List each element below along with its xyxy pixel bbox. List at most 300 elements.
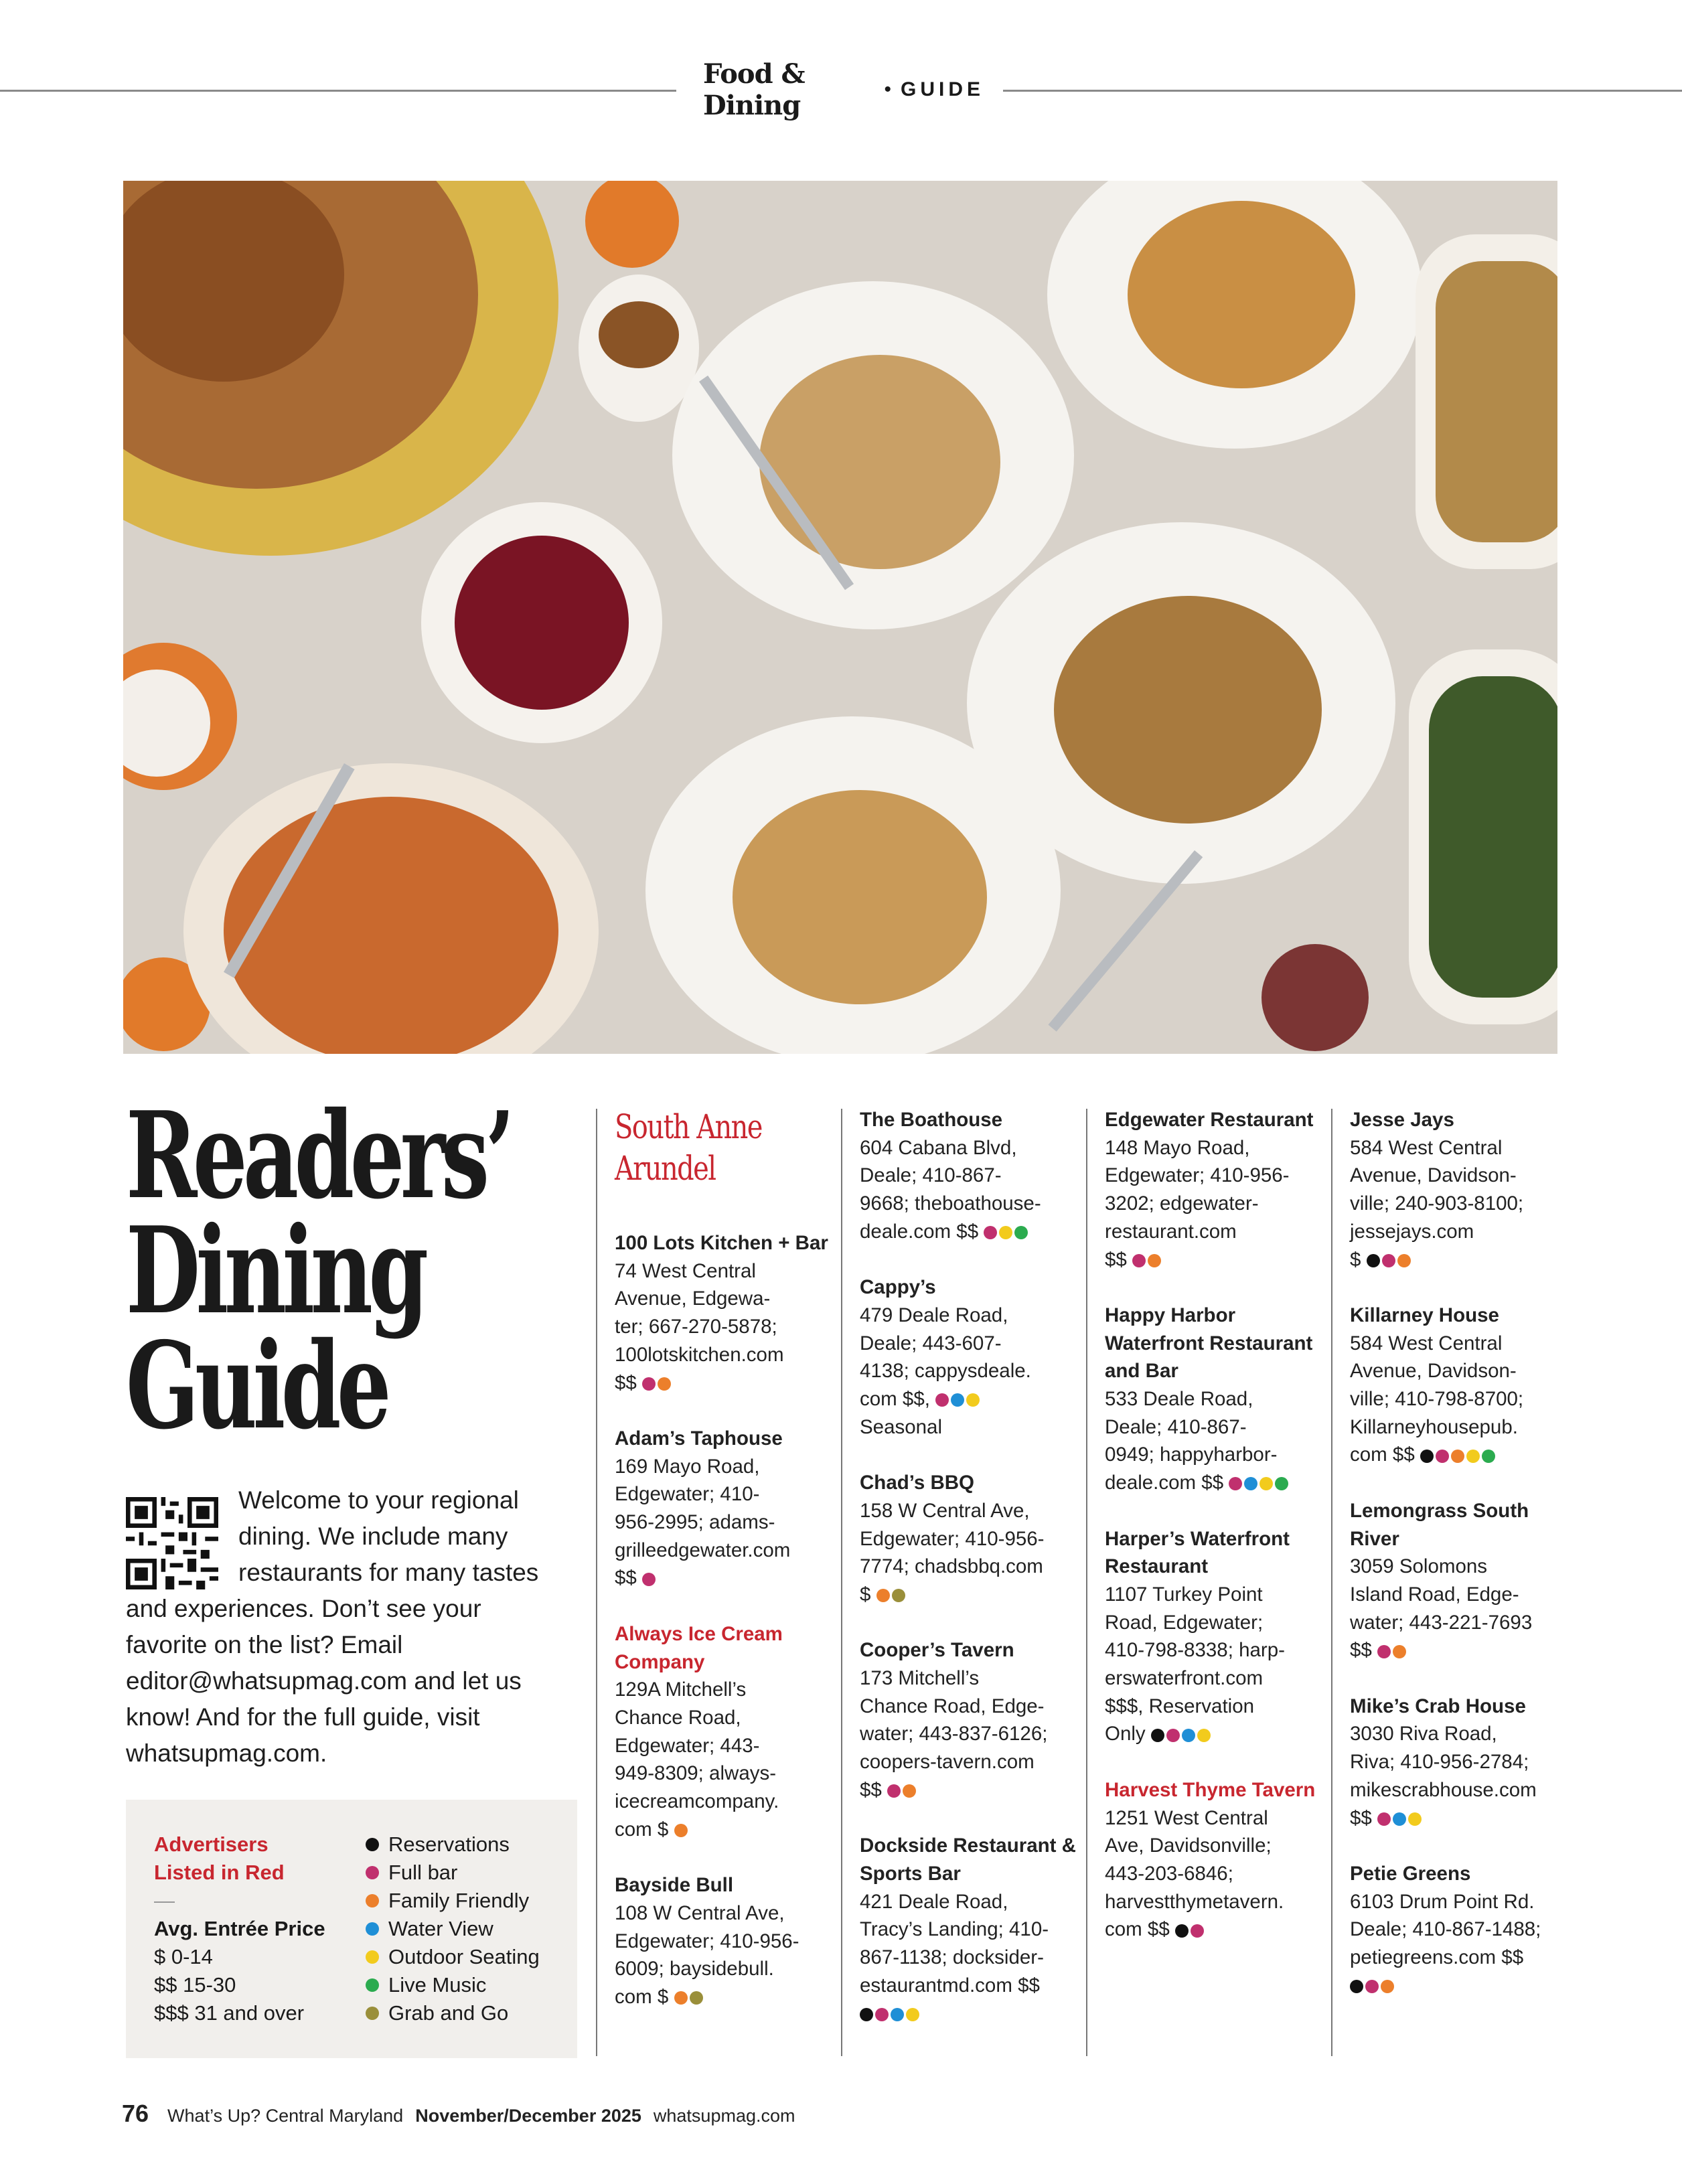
restaurant-listing xyxy=(1350,1860,1574,2000)
price-tier: $$ 15-30 xyxy=(154,1973,236,1997)
listing-detail-line xyxy=(615,1704,838,1732)
price-tier: $ 0-14 xyxy=(154,1945,213,1968)
amenity-dot-icon xyxy=(1408,1812,1422,1826)
listing-detail-line xyxy=(860,1302,1083,1330)
listing-detail-text: $$$, Reservation xyxy=(1105,1695,1255,1717)
legend-dot-icon xyxy=(366,1838,379,1851)
listing-detail-text: 129A Mitchell’s xyxy=(615,1679,747,1701)
restaurant-name: Mike’s Crab House xyxy=(1350,1695,1526,1717)
legend-dot-icon xyxy=(366,1866,379,1879)
listing-detail-line xyxy=(1105,1581,1328,1609)
legend-box xyxy=(126,1800,577,2058)
listing-detail-line xyxy=(615,1341,838,1369)
amenity-dot-icon xyxy=(1482,1450,1495,1463)
amenity-dot-icon xyxy=(1420,1450,1434,1463)
listing-detail-line xyxy=(860,1190,1083,1218)
title-line-2: Dining xyxy=(126,1200,425,1340)
amenity-dots xyxy=(1146,1723,1213,1745)
amenity-dot-icon xyxy=(674,1991,688,2005)
listing-detail-text: Deale; 443-607- xyxy=(860,1332,1002,1354)
listing-detail-text: 6009; baysidebull. xyxy=(615,1958,774,1980)
header-rule-left xyxy=(0,90,676,92)
listing-detail-text: 533 Deale Road, xyxy=(1105,1388,1253,1411)
legend-key-label: Family Friendly xyxy=(388,1889,530,1912)
price-heading: Avg. Entrée Price xyxy=(154,1917,325,1940)
page-title xyxy=(126,1085,511,1456)
legend-dot-icon xyxy=(366,1950,379,1964)
amenity-dot-icon xyxy=(1151,1729,1164,1742)
legend-key xyxy=(366,1943,540,1971)
listing-detail-text: Deale; 410-867-1488; xyxy=(1350,1918,1541,1941)
listing-detail-line xyxy=(1105,1190,1328,1218)
listing-detail-text: 956-2995; adams- xyxy=(615,1511,775,1534)
listing-detail-line xyxy=(860,1134,1083,1162)
listing-detail-line xyxy=(860,1944,1083,1972)
listing-detail-text: 6103 Drum Point Rd. xyxy=(1350,1890,1535,1913)
restaurant-name: Harvest Thyme Tavern xyxy=(1105,1778,1316,1801)
header-separator: • xyxy=(884,78,891,100)
restaurant-listing xyxy=(860,1469,1083,1609)
listing-detail-line xyxy=(615,1760,838,1788)
amenity-dot-icon xyxy=(1367,1254,1380,1267)
listing-detail-text: icecreamcompany. xyxy=(615,1790,779,1813)
listing-detail-text: 3059 Solomons xyxy=(1350,1555,1488,1578)
listing-detail-line xyxy=(1105,1413,1328,1441)
legend-key-label: Grab and Go xyxy=(388,2001,509,2025)
amenity-dots xyxy=(1223,1472,1290,1494)
restaurant-name: Chad’s BBQ xyxy=(860,1472,975,1494)
amenity-dots xyxy=(668,1986,704,2008)
amenity-dot-icon xyxy=(887,1784,901,1798)
amenity-dot-icon xyxy=(876,1589,890,1602)
listing-detail-text: Avenue, Davidson- xyxy=(1350,1164,1517,1187)
legend-dot-icon xyxy=(366,1922,379,1936)
amenity-dot-icon xyxy=(1436,1450,1449,1463)
listing-detail-line xyxy=(1350,1330,1574,1358)
listing-detail-line xyxy=(860,1776,1083,1804)
restaurant-name: Cappy’s xyxy=(860,1276,936,1299)
listing-detail-text: deale.com $$ xyxy=(860,1220,979,1243)
listing-detail-text: Edgewater; 410-956- xyxy=(860,1527,1045,1550)
listing-detail-line xyxy=(860,1664,1083,1693)
hero-photo xyxy=(123,181,1557,1054)
listing-detail-line xyxy=(1105,1218,1328,1246)
listing-column-1 xyxy=(615,1106,838,2039)
listing-detail-line xyxy=(860,1693,1083,1721)
section-name: Food & Dining xyxy=(703,58,805,121)
listing-detail-text: Killarneyhousepub. xyxy=(1350,1415,1518,1438)
listing-detail-text: 0949; happyharbor- xyxy=(1105,1444,1278,1466)
region-line-1: South Anne xyxy=(615,1107,762,1146)
legend-key xyxy=(366,1915,540,1943)
listing-detail-text: 443-203-6846; xyxy=(1105,1862,1233,1885)
restaurant-listing xyxy=(1105,1106,1328,1273)
listing-detail-line xyxy=(1350,1385,1574,1413)
listing-detail-line xyxy=(860,1330,1083,1358)
listing-detail-line xyxy=(1105,1385,1328,1413)
restaurant-name: Edgewater Restaurant xyxy=(1105,1109,1314,1131)
listing-detail-line xyxy=(615,1480,838,1508)
listing-detail-text: Edgewater; 410- xyxy=(615,1483,760,1506)
amenity-dot-icon xyxy=(1466,1450,1480,1463)
listing-detail-line xyxy=(1105,1134,1328,1162)
restaurant-name: Petie Greens xyxy=(1350,1862,1471,1885)
listing-detail-line xyxy=(615,1313,838,1341)
amenity-dot-icon xyxy=(1377,1812,1391,1826)
listing-column-4 xyxy=(1350,1106,1574,2027)
listing-detail-text: Riva; 410-956-2784; xyxy=(1350,1751,1529,1774)
legend-dot-icon xyxy=(366,1894,379,1907)
listing-detail-text: Edgewater; 410-956- xyxy=(1105,1164,1290,1187)
listing-detail-text: mikescrabhouse.com xyxy=(1350,1778,1537,1801)
restaurant-name: Adam’s Taphouse xyxy=(615,1427,783,1450)
listing-detail-line xyxy=(615,1508,838,1537)
listing-detail-text: coopers-tavern.com xyxy=(860,1751,1035,1774)
listing-detail-line xyxy=(1105,1246,1328,1274)
listing-detail-line xyxy=(1105,1832,1328,1860)
listing-detail-text: 158 W Central Ave, xyxy=(860,1499,1030,1522)
amenity-dots xyxy=(1372,1807,1424,1829)
title-line-1: Readers’ xyxy=(126,1085,511,1225)
listing-detail-line xyxy=(615,1257,838,1285)
listing-detail-line xyxy=(1350,1441,1574,1469)
listing-detail-line xyxy=(1350,1134,1574,1162)
amenity-dot-icon xyxy=(999,1226,1012,1239)
legend-key-label: Live Music xyxy=(388,1973,487,1997)
section-label: GUIDE xyxy=(900,78,984,100)
column-divider xyxy=(596,1109,597,2056)
listing-detail-line xyxy=(615,1285,838,1313)
restaurant-listing xyxy=(615,1620,838,1844)
region-line-2: Arundel xyxy=(615,1149,716,1188)
legend-key-label: Water View xyxy=(388,1917,493,1940)
listing-detail-line xyxy=(860,1748,1083,1776)
listing-detail-text: com $$, xyxy=(860,1388,930,1411)
listing-detail-text: com $ xyxy=(615,1985,669,2008)
listing-detail-line xyxy=(860,1888,1083,1916)
listing-detail-text: erswaterfront.com xyxy=(1105,1667,1264,1690)
legend-key xyxy=(366,1971,540,1999)
listing-detail-line xyxy=(860,1525,1083,1553)
amenity-dots xyxy=(1415,1444,1497,1466)
listing-detail-line xyxy=(860,1916,1083,1944)
listing-detail-line xyxy=(1350,1357,1574,1385)
restaurant-name: Harper’s Waterfront Restaurant xyxy=(1105,1527,1290,1578)
amenity-dot-icon xyxy=(642,1573,656,1586)
listing-detail-text: Tracy’s Landing; 410- xyxy=(860,1918,1049,1941)
listing-detail-line xyxy=(1350,1162,1574,1190)
listing-detail-text: $$ xyxy=(1105,1248,1127,1271)
listing-detail-text: $$ xyxy=(1350,1806,1372,1829)
website: whatsupmag.com xyxy=(653,2106,795,2126)
legend-notes xyxy=(154,1830,325,2027)
listing-detail-text: Chance Road, xyxy=(615,1706,741,1729)
amenity-dots xyxy=(637,1372,673,1394)
listing-detail-line xyxy=(615,1955,838,1983)
header-rule-right xyxy=(1003,90,1682,92)
listing-detail-text: 4138; cappysdeale. xyxy=(860,1360,1031,1383)
amenity-dot-icon xyxy=(1382,1254,1395,1267)
listing-detail-line xyxy=(615,1537,838,1565)
listing-detail-line xyxy=(1350,1553,1574,1581)
advertisers-note-line-1: Advertisers xyxy=(154,1832,269,1856)
listing-detail-text: 604 Cabana Blvd, xyxy=(860,1136,1017,1159)
listing-detail-line xyxy=(1105,1664,1328,1693)
amenity-dots xyxy=(668,1818,689,1841)
listing-detail-line xyxy=(615,1983,838,2011)
amenity-dots xyxy=(882,1779,918,1801)
listing-detail-text: 173 Mitchell’s xyxy=(860,1667,980,1690)
listing-detail-text: $$ xyxy=(615,1371,637,1394)
amenity-dot-icon xyxy=(1381,1980,1394,1993)
listing-detail-text: $ xyxy=(860,1583,871,1606)
listing-detail-text: 867-1138; docksider- xyxy=(860,1946,1044,1969)
amenity-dots xyxy=(1361,1249,1412,1271)
amenity-dot-icon xyxy=(966,1393,980,1407)
listing-detail-text: Road, Edgewater; xyxy=(1105,1611,1264,1634)
restaurant-listing xyxy=(860,1273,1083,1441)
listing-detail-line xyxy=(860,1218,1083,1246)
listing-detail-text: 108 W Central Ave, xyxy=(615,1901,785,1924)
listing-column-2 xyxy=(860,1106,1083,2055)
listing-detail-line xyxy=(615,1816,838,1844)
listing-detail-text: 584 West Central xyxy=(1350,1136,1503,1159)
legend-key xyxy=(366,1887,540,1915)
listing-detail-line xyxy=(1350,1748,1574,1776)
listing-detail-text: $$ xyxy=(615,1567,637,1589)
listing-detail-text: Edgewater; 443- xyxy=(615,1734,760,1757)
listing-note: Seasonal xyxy=(860,1415,943,1438)
restaurant-listing xyxy=(615,1871,838,2011)
listing-detail-text: 74 West Central xyxy=(615,1259,756,1282)
listing-detail-text: com $$ xyxy=(1105,1918,1170,1941)
listing-detail-line xyxy=(1105,1469,1328,1497)
restaurant-listing xyxy=(1105,1776,1328,1944)
listing-detail-line xyxy=(860,1497,1083,1525)
amenity-dot-icon xyxy=(1275,1477,1288,1490)
listing-detail-text: 9668; theboathouse- xyxy=(860,1192,1041,1215)
listing-detail-line xyxy=(1350,1190,1574,1218)
listing-detail-line xyxy=(1350,1720,1574,1748)
listing-detail-line xyxy=(615,1928,838,1956)
listing-detail-line xyxy=(615,1453,838,1481)
listing-detail-line xyxy=(1350,1246,1574,1274)
listing-detail-text: $$ xyxy=(860,1778,882,1801)
restaurant-listing xyxy=(1350,1302,1574,1469)
restaurant-listing xyxy=(860,1106,1083,1246)
thanksgiving-table-illustration xyxy=(123,181,1557,1054)
amenity-dot-icon xyxy=(1397,1254,1411,1267)
amenity-dot-icon xyxy=(984,1226,997,1239)
listing-detail-text: 410-798-8338; harp- xyxy=(1105,1639,1285,1662)
amenity-dot-icon xyxy=(658,1377,671,1391)
listing-detail-text: Ave, Davidsonville; xyxy=(1105,1835,1272,1857)
restaurant-name: 100 Lots Kitchen + Bar xyxy=(615,1232,828,1254)
intro-text: Welcome to your regional dining. We include many restaurants for many tastes and experiences. Don’t see your favorite on the list? Email editor@whatsupmag.com and let us know! And for the full guide, visit whatsupmag.com. xyxy=(126,1486,539,1767)
amenity-dot-icon xyxy=(1451,1450,1464,1463)
restaurant-listing xyxy=(1350,1497,1574,1664)
restaurant-listing xyxy=(615,1425,838,1592)
listing-detail-line xyxy=(1105,1609,1328,1637)
listing-detail-text: $$ xyxy=(1350,1639,1372,1662)
publication-name: What’s Up? Central Maryland xyxy=(167,2106,404,2126)
amenity-dot-icon xyxy=(1191,1924,1204,1938)
listing-detail-text: 1251 West Central xyxy=(1105,1806,1268,1829)
listing-detail-text: ville; 240-903-8100; xyxy=(1350,1192,1524,1215)
listing-detail-line xyxy=(1350,1218,1574,1246)
amenity-dot-icon xyxy=(935,1393,949,1407)
amenity-dot-icon xyxy=(1014,1226,1028,1239)
listing-detail-line xyxy=(1105,1804,1328,1832)
amenity-dot-icon xyxy=(906,2008,919,2021)
amenity-dots xyxy=(1372,1639,1408,1661)
listing-detail-text: ville; 410-798-8700; xyxy=(1350,1388,1524,1411)
amenity-dot-icon xyxy=(1132,1254,1146,1267)
listing-detail-line xyxy=(615,1899,838,1928)
restaurant-listing xyxy=(1350,1106,1574,1273)
listing-detail-text: deale.com $$ xyxy=(1105,1472,1224,1494)
listing-detail-text: water; 443-837-6126; xyxy=(860,1723,1048,1745)
page-footer xyxy=(122,2100,795,2128)
listing-detail-text: ter; 667-270-5878; xyxy=(615,1316,777,1338)
column-divider xyxy=(1086,1109,1087,2056)
amenity-dots xyxy=(637,1567,658,1589)
listing-detail-line xyxy=(860,1553,1083,1581)
amenity-dot-icon xyxy=(892,1589,905,1602)
listing-detail-text: 421 Deale Road, xyxy=(860,1890,1008,1913)
listing-detail-line xyxy=(1350,1776,1574,1804)
listing-detail-line xyxy=(615,1369,838,1397)
legend-key xyxy=(366,1859,540,1887)
restaurant-name: Lemongrass South River xyxy=(1350,1499,1529,1550)
restaurant-name: Dockside Restaurant & Sports Bar xyxy=(860,1835,1076,1885)
listing-detail-line xyxy=(1105,1636,1328,1664)
amenity-dot-icon xyxy=(1259,1477,1273,1490)
listing-detail-line xyxy=(1105,1916,1328,1944)
listing-detail-line xyxy=(615,1788,838,1816)
amenity-dots xyxy=(1170,1918,1206,1940)
legend-dot-icon xyxy=(366,2007,379,2020)
issue-date: November/December 2025 xyxy=(415,2106,641,2126)
listing-detail-text: Edgewater; 410-956- xyxy=(615,1930,799,1952)
restaurant-name: Cooper’s Tavern xyxy=(860,1639,1014,1662)
restaurant-listing xyxy=(1105,1302,1328,1497)
amenity-dots xyxy=(860,1999,1083,2027)
amenity-dot-icon xyxy=(1393,1812,1406,1826)
listing-detail-text: $ xyxy=(1350,1248,1361,1271)
amenity-dots xyxy=(978,1221,1030,1243)
legend-key xyxy=(366,1999,540,2027)
amenity-dots xyxy=(930,1388,982,1410)
page-number: 76 xyxy=(122,2100,149,2127)
restaurant-listing xyxy=(860,1636,1083,1804)
listing-detail-line xyxy=(860,1972,1083,2000)
listing-detail-text: com $ xyxy=(615,1818,669,1841)
advertisers-note-line-2: Listed in Red xyxy=(154,1861,285,1884)
listing-detail-line xyxy=(1350,1413,1574,1441)
listing-detail-line xyxy=(1350,1609,1574,1637)
title-line-3: Guide xyxy=(126,1316,388,1456)
amenity-dot-icon xyxy=(1377,1645,1391,1658)
listing-detail-text: 3202; edgewater- xyxy=(1105,1192,1259,1215)
listing-detail-line xyxy=(860,1162,1083,1190)
listing-detail-line xyxy=(1350,1581,1574,1609)
restaurant-listing xyxy=(1350,1693,1574,1832)
amenity-dot-icon xyxy=(690,1991,703,2005)
restaurant-name: Happy Harbor Waterfront Restaurant and Bar xyxy=(1105,1304,1313,1383)
listing-detail-text: com $$ xyxy=(1350,1444,1415,1466)
restaurant-name: Always Ice Cream Company xyxy=(615,1622,783,1673)
amenity-dot-icon xyxy=(1197,1729,1211,1742)
amenity-dot-icon xyxy=(674,1824,688,1837)
listing-detail-line xyxy=(615,1732,838,1760)
amenity-dot-icon xyxy=(951,1393,964,1407)
price-tier: $$$ 31 and over xyxy=(154,2001,305,2025)
amenity-dot-icon xyxy=(1148,1254,1161,1267)
amenity-dot-icon xyxy=(1182,1729,1195,1742)
listing-column-3 xyxy=(1105,1106,1328,1972)
listing-detail-text: 100lotskitchen.com xyxy=(615,1343,784,1366)
amenity-dot-icon xyxy=(903,1784,916,1798)
listing-detail-text: Only xyxy=(1105,1723,1146,1745)
region-heading xyxy=(615,1106,793,1189)
legend-key-label: Full bar xyxy=(388,1861,458,1884)
listing-detail-text: water; 443-221-7693 xyxy=(1350,1611,1533,1634)
amenity-dot-icon xyxy=(1393,1645,1406,1658)
listing-detail-line xyxy=(1350,1888,1574,1916)
legend-key-label: Outdoor Seating xyxy=(388,1945,540,1968)
listing-detail-text: Deale; 410-867- xyxy=(1105,1415,1247,1438)
listing-detail-line xyxy=(1105,1441,1328,1469)
amenity-dot-icon xyxy=(1175,1924,1189,1938)
listing-detail-line xyxy=(1350,1944,1574,1972)
listing-detail-line xyxy=(1350,1636,1574,1664)
listing-detail-text: harvestthymetavern. xyxy=(1105,1890,1284,1913)
listing-detail-text: petiegreens.com $$ xyxy=(1350,1946,1524,1969)
listing-detail-line xyxy=(615,1564,838,1592)
listing-detail-line xyxy=(860,1581,1083,1609)
amenity-dot-icon xyxy=(1244,1477,1257,1490)
listing-detail-line xyxy=(860,1720,1083,1748)
listing-detail-text: restaurant.com xyxy=(1105,1220,1237,1243)
listing-detail-text: Island Road, Edge- xyxy=(1350,1583,1519,1606)
legend-dot-icon xyxy=(366,1978,379,1992)
amenity-dot-icon xyxy=(860,2008,873,2021)
amenity-dots xyxy=(1350,1972,1574,2000)
listing-detail-text: Deale; 410-867- xyxy=(860,1164,1002,1187)
listing-detail-text: 169 Mayo Road, xyxy=(615,1455,760,1478)
listing-detail-line xyxy=(860,1357,1083,1385)
listing-detail-line xyxy=(1350,1916,1574,1944)
amenity-dot-icon xyxy=(891,2008,904,2021)
listing-detail-text: estaurantmd.com $$ xyxy=(860,1974,1040,1997)
amenity-dot-icon xyxy=(1365,1980,1379,1993)
restaurant-name: Bayside Bull xyxy=(615,1874,734,1897)
listing-detail-line xyxy=(1105,1720,1328,1748)
listing-detail-text: 148 Mayo Road, xyxy=(1105,1136,1250,1159)
listing-detail-text: 949-8309; always- xyxy=(615,1762,777,1785)
listing-detail-text: 7774; chadsbbq.com xyxy=(860,1555,1043,1578)
listing-detail-text: grilleedgewater.com xyxy=(615,1539,791,1561)
amenity-dot-icon xyxy=(1229,1477,1242,1490)
listing-detail-line xyxy=(1350,1804,1574,1832)
legend-key-label: Reservations xyxy=(388,1832,510,1856)
column-divider xyxy=(1331,1109,1332,2056)
restaurant-name: Killarney House xyxy=(1350,1304,1499,1326)
listing-detail-line xyxy=(860,1385,1083,1413)
restaurant-listing xyxy=(615,1229,838,1397)
listing-detail-text: jessejays.com xyxy=(1350,1220,1474,1243)
